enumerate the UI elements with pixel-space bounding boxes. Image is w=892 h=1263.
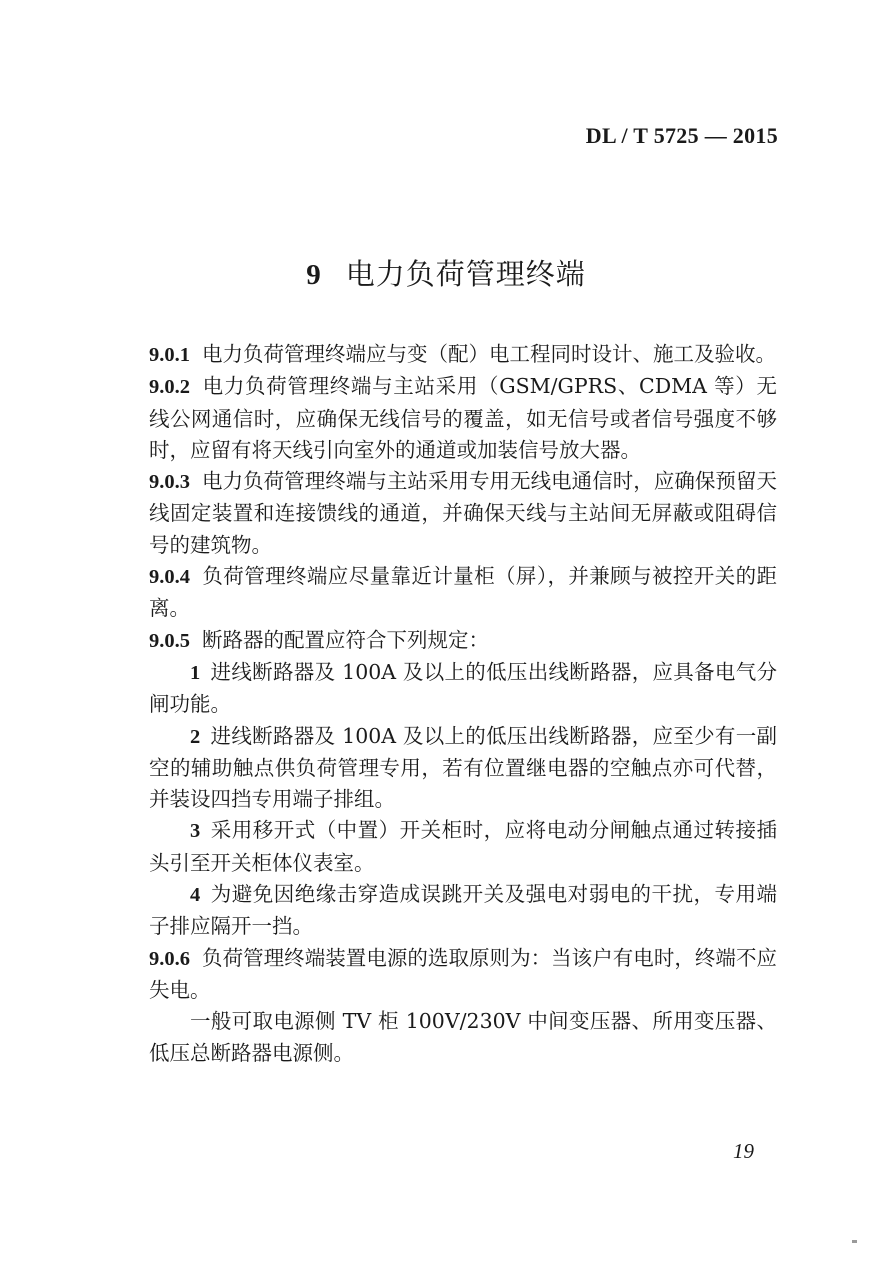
chapter-number: 9 — [306, 259, 322, 291]
clause-9-0-5-item-1 — [149, 657, 777, 721]
item-number: 2 — [190, 725, 201, 748]
clause-text: 电力负荷管理终端应与变（配）电工程同时设计、施工及验收。 — [202, 342, 776, 366]
item-number: 4 — [190, 884, 201, 907]
item-text: 采用移开式（中置）开关柜时，应将电动分闸触点通过转接插头引至开关柜体仪表室。 — [149, 818, 777, 875]
clause-number: 9.0.1 — [149, 344, 190, 366]
clause-9-0-4 — [149, 561, 777, 625]
clause-text: 断路器的配置应符合下列规定： — [202, 627, 489, 652]
clause-9-0-1 — [149, 339, 777, 371]
page-number: 19 — [733, 1139, 754, 1163]
chapter-title-text: 电力负荷管理终端 — [345, 257, 586, 291]
clause-9-0-3 — [149, 466, 777, 561]
clause-9-0-5-item-4 — [149, 879, 777, 943]
chapter-title — [0, 252, 892, 293]
clause-9-0-5-item-3 — [149, 815, 777, 879]
clause-9-0-2 — [149, 371, 777, 466]
clause-number: 9.0.3 — [149, 471, 190, 494]
item-number: 3 — [190, 820, 201, 843]
standard-code: DL / T 5725 — 2015 — [585, 123, 778, 148]
clause-9-0-5 — [149, 625, 777, 657]
item-number: 1 — [190, 661, 201, 684]
clause-9-0-6-continuation: 一般可取电源侧 TV 柜 100V/230V 中间变压器、所用变压器、低压总断路器电源侧。 — [149, 1009, 777, 1065]
clause-number: 9.0.4 — [149, 566, 190, 589]
scan-speck — [852, 1240, 857, 1243]
clause-number: 9.0.5 — [149, 629, 190, 652]
item-text: 为避免因绝缘击穿造成误跳开关及强电对弱电的干扰，专用端子排应隔开一挡。 — [149, 882, 777, 939]
clause-text: 电力负荷管理终端与主站采用（GSM/GPRS、CDMA 等）无线公网通信时，应确保无线信号的覆盖，如无信号或者信号强度不够时，应留有将天线引向室外的通道或加装信号放大器。 — [149, 374, 777, 462]
clause-number: 9.0.6 — [149, 947, 190, 970]
clause-9-0-6 — [149, 943, 777, 1007]
item-text: 进线断路器及 100A 及以上的低压出线断路器，应具备电气分闸功能。 — [149, 659, 777, 717]
clause-9-0-5-item-2 — [149, 721, 777, 816]
clause-number: 9.0.2 — [149, 376, 190, 399]
clause-text: 电力负荷管理终端与主站采用专用无线电通信时，应确保预留天线固定装置和连接馈线的通道，并确保天线与主站间无屏蔽或阻碍信号的建筑物。 — [149, 469, 777, 557]
clause-text: 负荷管理终端应尽量靠近计量柜（屏），并兼顾与被控开关的距离。 — [149, 564, 777, 621]
document-body — [149, 339, 777, 1069]
clause-text: 负荷管理终端装置电源的选取原则为：当该户有电时，终端不应失电。 — [149, 945, 777, 1002]
item-text: 进线断路器及 100A 及以上的低压出线断路器，应至少有一副空的辅助触点供负荷管理专用，若有位置继电器的空触点亦可代替，并装设四挡专用端子排组。 — [149, 723, 777, 812]
